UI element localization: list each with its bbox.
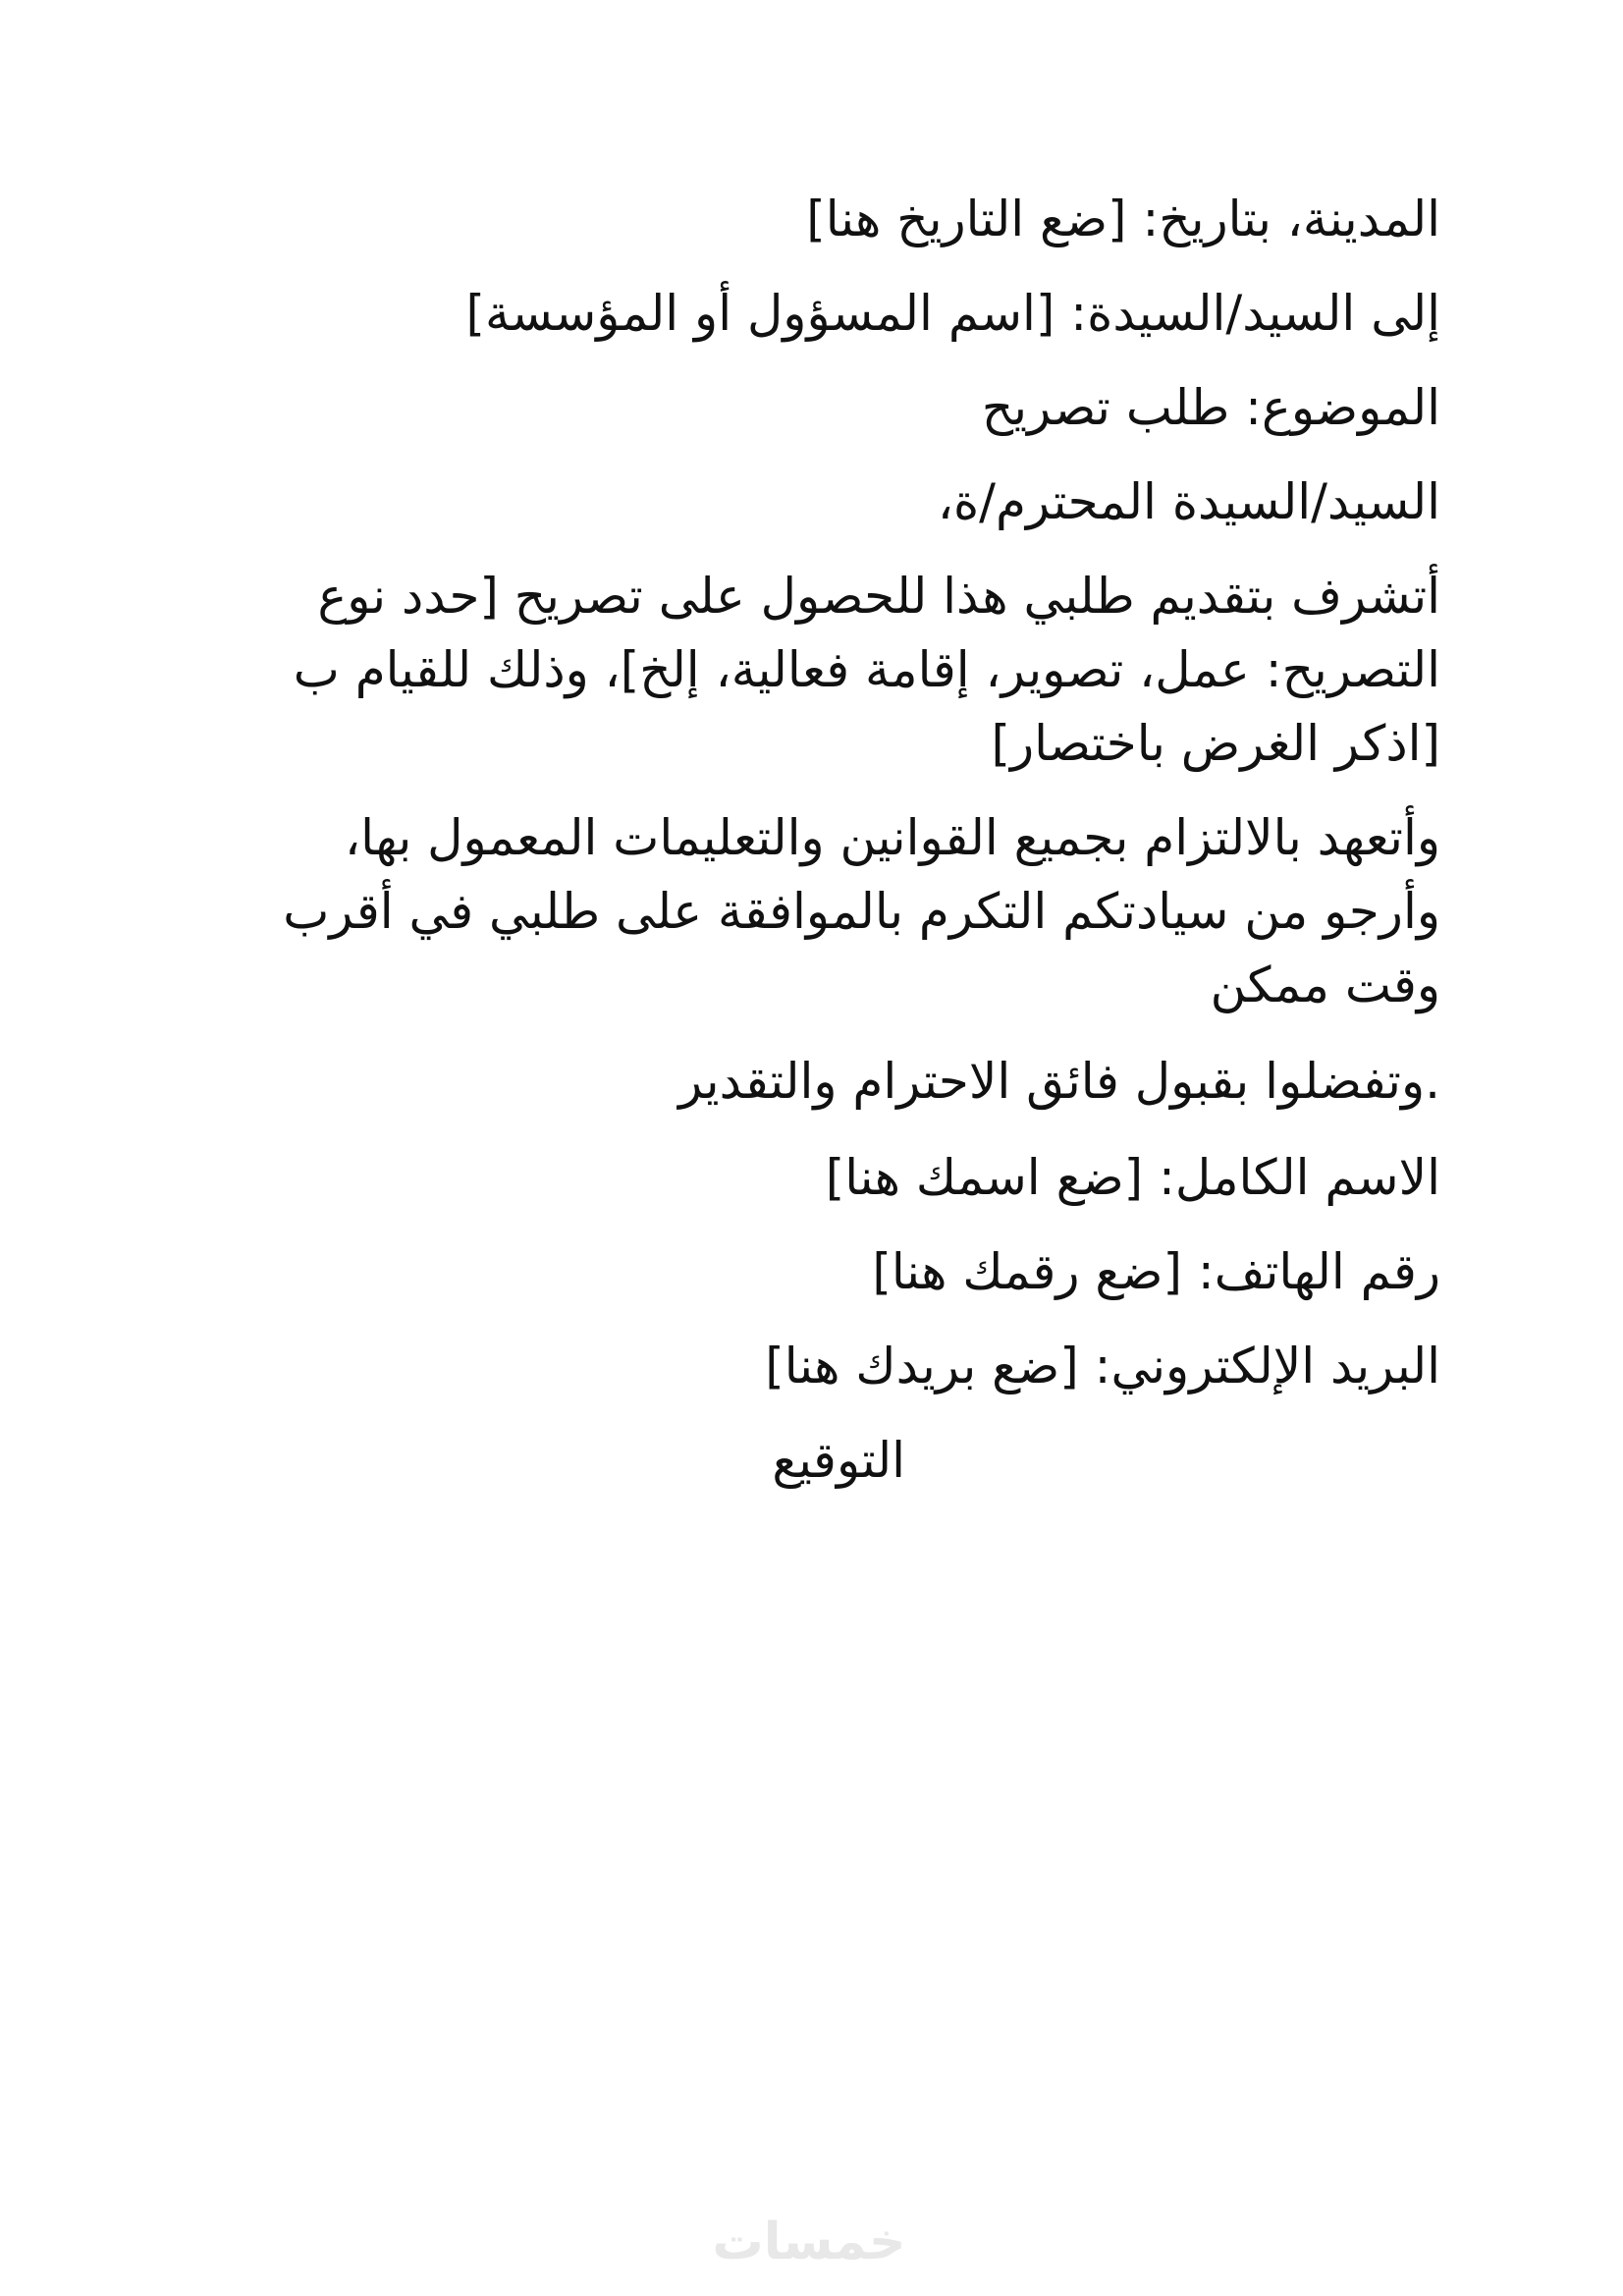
email-line: البريد الإلكتروني: [ضع بريدك هنا] [765,1338,1440,1394]
signature-label: التوقيع [772,1432,905,1489]
permit-request-letter [233,183,1440,1498]
watermark-logo: خمسات [712,2213,906,2271]
request-paragraph: أتشرف بتقديم طلبي هذا للحصول على تصريح [حدد نوع التصريح: عمل، تصوير، إقامة فعالية، إلخ]، وذلك للقيام ب [اذكر الغرض باختصار] [293,568,1440,772]
full-name-line: الاسم الكامل: [ضع اسمك هنا] [825,1149,1440,1206]
greeting-line: السيد/السيدة المحترم/ة، [937,473,1440,530]
date-line: المدينة، بتاريخ: [ضع التاريخ هنا] [806,191,1440,247]
subject-line: الموضوع: طلب تصريح [981,379,1440,436]
commitment-paragraph: وأتعهد بالالتزام بجميع القوانين والتعليمات المعمول بها، وأرجو من سيادتكم التكرم بالموافقة على طلبي في أقرب وقت ممكن [283,809,1440,1013]
closing-line: .وتفضلوا بقبول فائق الاحترام والتقدير [678,1053,1440,1110]
recipient-line: إلى السيد/السيدة: [اسم المسؤول أو المؤسسة] [465,285,1440,342]
phone-line: رقم الهاتف: [ضع رقمك هنا] [872,1243,1440,1300]
